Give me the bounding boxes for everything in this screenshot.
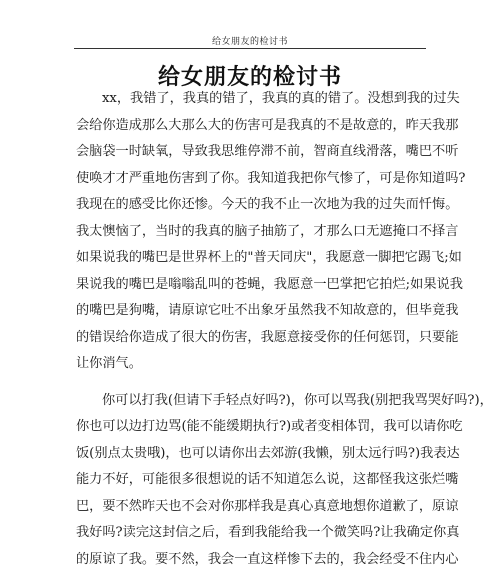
text-line: 使唤才才严重地伤害到了你。我知道我把你气惨了，可是你知道吗? [76, 166, 426, 193]
text-line: 巴，要不然昨天也不会对你那样我是真心真意地想你道歉了，原谅 [76, 494, 426, 521]
text-line: 会脑袋一时缺氧，导致我思维停滞不前，智商直线滑落，嘴巴不听 [76, 139, 426, 166]
text-line: 饭(别点太贵哦)，也可以请你出去郊游(我懒，别太远行吗?)我表达 [76, 441, 426, 468]
text-line: 能力不好，可能很多很想说的话不知道怎么说，这都怪我这张烂嘴 [76, 467, 426, 494]
document-body [76, 86, 426, 573]
text-line: 的原谅了我。要不然，我会一直这样惨下去的，我会经受不住内心 [76, 547, 426, 573]
text-line: 你也可以边打边骂(能不能缓期执行?)或者变相体罚，我可以请你吃 [76, 414, 426, 441]
paragraph-1 [76, 86, 426, 378]
header-rule [74, 48, 426, 49]
text-line: xx，我错了，我真的错了，我真的真的错了。没想到我的过失 [76, 86, 426, 113]
text-line: 我太懊恼了，当时的我真的脑子抽筋了，才那么口无遮掩口不择言 [76, 219, 426, 246]
text-line: 的错误给你造成了很大的伤害，我愿意接受你的任何惩罚，只要能 [76, 325, 426, 352]
text-line: 我现在的感受比你还惨。今天的我不止一次地为我的过失而忏悔。 [76, 192, 426, 219]
text-line: 会给你造成那么大那么大的伤害可是我真的不是故意的，昨天我那 [76, 113, 426, 140]
text-line: 果说我的嘴巴是嗡嗡乱叫的苍蝇，我愿意一巴掌把它拍烂;如果说我 [76, 272, 426, 299]
text-line: 如果说我的嘴巴是世界杯上的"普天同庆"，我愿意一脚把它踢飞;如 [76, 245, 426, 272]
document-title: 给女朋友的检讨书 [0, 60, 500, 91]
text-line: 让你消气。 [76, 351, 426, 378]
text-line: 你可以打我(但请下手轻点好吗?)，你可以骂我(别把我骂哭好吗?)， [76, 388, 426, 415]
text-line: 的嘴巴是狗嘴，请原谅它吐不出象牙虽然我不知故意的，但毕竟我 [76, 298, 426, 325]
paragraph-2 [76, 388, 426, 573]
paragraph-gap [76, 378, 426, 388]
text-line: 我好吗?读完这封信之后，看到我能给我一个微笑吗?让我确定你真 [76, 520, 426, 547]
running-header: 给女朋友的检讨书 [0, 34, 500, 47]
